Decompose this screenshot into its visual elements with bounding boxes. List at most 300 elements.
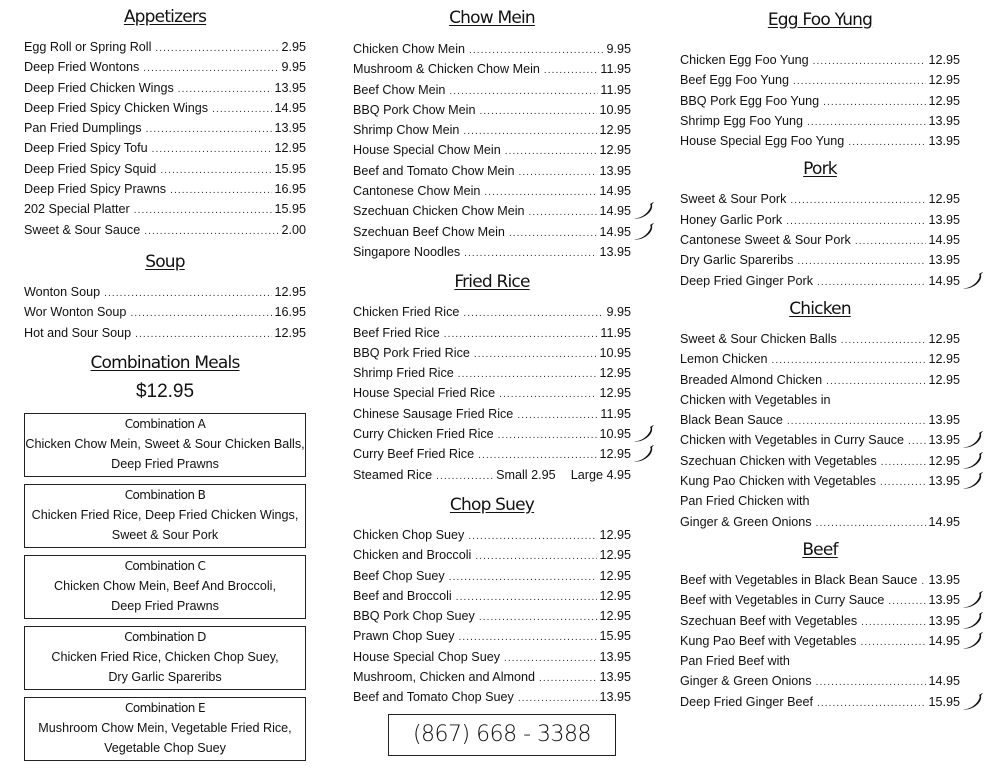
dot-leader <box>469 41 604 61</box>
item-name: Chicken Egg Foo Yung <box>680 53 809 67</box>
item-price: 12.95 <box>599 143 631 158</box>
combination-list <box>24 413 306 761</box>
combination-line-2: Deep Fried Prawns <box>111 456 219 471</box>
item-price: 13.95 <box>274 121 306 136</box>
combination-box <box>24 484 306 548</box>
item-price: 2.00 <box>281 222 306 237</box>
menu-item <box>680 651 960 671</box>
item-price: 13.95 <box>599 163 631 178</box>
dot-leader <box>539 669 597 689</box>
chili-pepper-icon <box>633 445 655 463</box>
dot-leader <box>921 572 926 592</box>
item-name: Chicken Chow Mein <box>353 42 465 56</box>
item-price: 9.95 <box>606 305 631 320</box>
item-name: BBQ Pork Fried Rice <box>353 345 470 360</box>
menu-item <box>24 159 306 179</box>
dot-leader <box>152 140 273 160</box>
item-name: Deep Fried Ginger Pork <box>680 273 813 288</box>
item-name: Shrimp Egg Foo Yung <box>680 113 803 128</box>
menu-item <box>680 590 960 610</box>
dot-leader <box>817 273 926 293</box>
menu-item <box>353 545 631 565</box>
item-name: BBQ Pork Egg Foo Yung <box>680 93 820 108</box>
combination-box <box>24 697 306 761</box>
item-name: Pan Fried Chicken with <box>680 494 810 509</box>
item-name: Cantonese Chow Mein <box>353 184 481 199</box>
item-name: 202 Special Platter <box>24 202 130 217</box>
menu-item <box>680 349 960 369</box>
menu-item <box>24 57 306 77</box>
item-price: 12.95 <box>928 331 960 346</box>
combination-line-1: Mushroom Chow Mein, Vegetable Fried Rice, <box>38 720 292 735</box>
item-name: Wonton Soup <box>24 284 101 299</box>
dot-leader <box>816 673 927 693</box>
item-name: Ginger & Green Onions <box>680 514 812 529</box>
dot-leader <box>444 325 599 345</box>
item-price: 12.95 <box>599 123 631 138</box>
menu-item <box>353 343 631 363</box>
section-title-combination-meals: Combination Meals <box>90 352 240 373</box>
chili-pepper-icon <box>962 693 984 711</box>
item-name: Beef Chop Suey <box>353 568 445 583</box>
combination-box <box>24 555 306 619</box>
section-title-chicken: Chicken <box>789 298 851 319</box>
item-price: 11.95 <box>600 406 631 421</box>
item-name: Szechuan Beef with Vegetables <box>680 613 858 628</box>
item-name: Honey Garlic Pork <box>680 212 783 227</box>
item-name: Kung Pao Chicken with Vegetables <box>680 474 877 489</box>
item-name: Sweet & Sour Sauce <box>24 222 141 237</box>
menu-item <box>680 430 960 450</box>
chili-pepper-icon <box>962 272 984 290</box>
dot-leader <box>134 201 273 221</box>
item-name: Chicken with Vegetables in <box>680 392 831 407</box>
menu-item <box>680 250 960 270</box>
section-title-chop-suey: Chop Suey <box>449 494 535 515</box>
item-price: 13.95 <box>928 613 960 628</box>
menu-item <box>680 671 960 691</box>
item-price: 14.95 <box>599 204 631 219</box>
item-name: Wor Wonton Soup <box>24 305 127 320</box>
chili-pepper-icon <box>962 431 984 449</box>
item-price: 14.95 <box>928 633 960 648</box>
phone-number[interactable]: (867) 668 - 3388 <box>388 714 616 756</box>
dot-leader <box>529 203 598 223</box>
menu-item <box>24 302 306 322</box>
dot-leader <box>479 102 597 122</box>
combination-line-1: Chicken Fried Rice, Deep Fried Chicken Wings, <box>31 507 299 522</box>
item-price: 12.95 <box>599 568 631 583</box>
combination-title: Combination C <box>124 558 206 573</box>
dot-leader <box>463 122 597 142</box>
item-price: 15.95 <box>928 694 960 709</box>
menu-column-right <box>680 0 960 712</box>
menu-item <box>680 271 960 291</box>
item-price: 14.95 <box>928 514 960 529</box>
item-name: House Special Egg Foo Yung <box>680 134 845 149</box>
menu-item <box>353 302 631 322</box>
item-name: Beef Chow Mein <box>353 82 446 97</box>
menu-item <box>353 39 631 59</box>
dot-leader <box>456 588 598 608</box>
menu-item <box>680 91 960 111</box>
dot-leader <box>861 613 926 633</box>
item-price: 13.95 <box>928 212 960 227</box>
menu-item <box>353 606 631 626</box>
combination-title: Combination E <box>125 700 205 715</box>
dot-leader <box>813 52 927 72</box>
menu-item <box>680 692 960 712</box>
menu-item <box>353 404 631 424</box>
combination-line-1: Chicken Chow Mein, Sweet & Sour Chicken Balls, <box>25 436 305 451</box>
menu-item <box>680 512 960 532</box>
dot-leader <box>509 224 598 244</box>
menu-item <box>353 120 631 140</box>
dot-leader <box>841 331 927 351</box>
item-price: 16.95 <box>274 305 306 320</box>
dot-leader <box>860 633 926 653</box>
item-name: Chicken with Vegetables in Curry Sauce <box>680 433 905 448</box>
menu-item-steamed-rice <box>353 465 631 485</box>
item-name: Cantonese Sweet & Sour Pork <box>680 233 851 248</box>
combination-title: Combination D <box>124 629 206 644</box>
item-price: 13.95 <box>274 80 306 95</box>
item-price: 10.95 <box>599 427 631 442</box>
dot-leader <box>463 304 604 324</box>
item-price: 13.95 <box>928 433 960 448</box>
dot-leader <box>826 372 926 392</box>
item-name: Deep Fried Spicy Chicken Wings <box>24 100 209 115</box>
item-price: 14.95 <box>599 224 631 239</box>
dot-leader <box>881 453 927 473</box>
item-name: Chinese Sausage Fried Rice <box>353 406 514 421</box>
menu-item <box>353 323 631 343</box>
menu-item <box>353 363 631 383</box>
item-name: Hot and Sour Soup <box>24 325 132 340</box>
menu-item <box>24 282 306 302</box>
dot-leader <box>504 649 597 669</box>
item-price-small: Small 2.95 <box>496 467 556 482</box>
item-name: Chicken and Broccoli <box>353 548 472 563</box>
menu-item <box>680 471 960 491</box>
section-title-fried-rice: Fried Rice <box>454 272 530 293</box>
menu-item <box>353 201 631 221</box>
item-price: 13.95 <box>928 253 960 268</box>
item-price: 12.95 <box>928 93 960 108</box>
item-name: Pan Fried Dumplings <box>24 121 142 136</box>
dot-leader <box>449 568 598 588</box>
item-price: 13.95 <box>599 690 631 705</box>
item-name: Sweet & Sour Chicken Balls <box>680 331 837 346</box>
combination-line-2: Dry Garlic Spareribs <box>108 669 222 684</box>
menu-item <box>353 444 631 464</box>
item-price: 14.95 <box>928 233 960 248</box>
menu-item <box>680 570 960 590</box>
item-name: Szechuan Chicken with Vegetables <box>680 453 877 468</box>
menu-item <box>353 181 631 201</box>
chili-pepper-icon <box>633 425 655 443</box>
beef-list <box>680 570 960 712</box>
menu-item <box>353 222 631 242</box>
menu-item <box>680 491 960 511</box>
item-price: 16.95 <box>274 182 306 197</box>
dot-leader <box>436 467 494 487</box>
section-title-pork: Pork <box>803 159 837 180</box>
dot-leader <box>790 191 926 211</box>
combination-box <box>24 413 306 477</box>
item-name: Shrimp Chow Mein <box>353 123 460 138</box>
dot-leader <box>130 304 272 324</box>
menu-item <box>353 383 631 403</box>
menu-item <box>353 687 631 707</box>
item-name: House Special Fried Rice <box>353 386 496 401</box>
item-price: 10.95 <box>599 345 631 360</box>
item-name: House Special Chop Suey <box>353 649 501 664</box>
dot-leader <box>155 39 279 59</box>
menu-item <box>353 586 631 606</box>
item-name: Dry Garlic Spareribs <box>680 253 794 268</box>
menu-item <box>353 424 631 444</box>
item-name: Steamed Rice <box>353 467 433 482</box>
dot-leader <box>855 232 927 252</box>
item-price: 13.95 <box>599 649 631 664</box>
item-price: 10.95 <box>599 102 631 117</box>
menu-item <box>353 667 631 687</box>
dot-leader <box>479 608 598 628</box>
menu-item <box>680 611 960 631</box>
dot-leader <box>499 385 597 405</box>
dot-leader <box>178 80 273 100</box>
item-name: Mushroom, Chicken and Almond <box>353 670 536 685</box>
item-price: 14.95 <box>928 273 960 288</box>
menu-item <box>353 647 631 667</box>
dot-leader <box>449 82 598 102</box>
item-name: Prawn Chop Suey <box>353 629 455 644</box>
dot-leader <box>474 345 598 365</box>
item-name: Deep Fried Wontons <box>24 60 140 75</box>
item-price: 12.95 <box>274 141 306 156</box>
item-price: 12.95 <box>599 447 631 462</box>
item-price: 15.95 <box>274 202 306 217</box>
menu-item <box>24 323 306 343</box>
item-name: Black Bean Sauce <box>680 413 783 428</box>
item-price: 9.95 <box>606 42 631 56</box>
dot-leader <box>888 592 926 612</box>
item-name: Lemon Chicken <box>680 352 768 367</box>
item-price-large: Large 4.95 <box>570 467 631 482</box>
item-price: 12.95 <box>599 609 631 624</box>
menu-item <box>353 140 631 160</box>
item-price: 15.95 <box>274 161 306 176</box>
item-name: Deep Fried Spicy Tofu <box>24 141 148 156</box>
item-price: 11.95 <box>600 325 631 340</box>
dot-leader <box>104 284 272 304</box>
combination-title: Combination A <box>124 416 206 431</box>
menu-item <box>680 189 960 209</box>
item-name: Beef Egg Foo Yung <box>680 73 790 88</box>
dot-leader <box>146 120 273 140</box>
dot-leader <box>212 100 272 120</box>
dot-leader <box>786 212 926 232</box>
chili-pepper-icon <box>962 472 984 490</box>
combination-line-2: Deep Fried Prawns <box>111 598 219 613</box>
item-name: Kung Pao Beef with Vegetables <box>680 633 857 648</box>
item-price: 14.95 <box>928 674 960 689</box>
item-name: Curry Chicken Fried Rice <box>353 427 494 442</box>
dot-leader <box>908 432 926 452</box>
menu-item <box>353 59 631 79</box>
dot-leader <box>170 181 272 201</box>
menu-item <box>24 98 306 118</box>
menu-item <box>680 50 960 70</box>
item-price: 12.95 <box>928 453 960 468</box>
menu-item <box>680 329 960 349</box>
dot-leader <box>143 59 279 79</box>
section-title-beef: Beef <box>802 539 838 560</box>
combination-price: $12.95 <box>135 380 195 402</box>
item-price: 11.95 <box>600 82 631 97</box>
item-price: 12.95 <box>599 527 631 542</box>
menu-item <box>680 230 960 250</box>
combination-line-2: Sweet & Sour Pork <box>111 527 219 542</box>
item-name: Shrimp Fried Rice <box>353 366 454 381</box>
menu-column-left <box>24 0 306 768</box>
dot-leader <box>478 446 597 466</box>
fried-rice-list <box>353 302 631 464</box>
item-name: Beef and Tomato Chow Mein <box>353 163 515 178</box>
menu-column-middle <box>353 0 631 708</box>
item-name: Singapore Noodles <box>353 244 461 259</box>
combination-box <box>24 626 306 690</box>
item-name: Deep Fried Ginger Beef <box>680 694 814 709</box>
menu-item <box>24 179 306 199</box>
item-name: Egg Roll or Spring Roll <box>24 40 152 54</box>
dot-leader <box>816 514 927 534</box>
item-name: Breaded Almond Chicken <box>680 372 823 387</box>
menu-item <box>24 199 306 219</box>
chili-pepper-icon <box>962 632 984 650</box>
dot-leader <box>807 113 926 133</box>
section-title-egg-foo-yung: Egg Foo Yung <box>767 10 873 30</box>
item-name: Pan Fried Beef with <box>680 654 790 669</box>
item-name: Beef Fried Rice <box>353 325 440 340</box>
item-price: 12.95 <box>928 53 960 67</box>
dot-leader <box>817 694 926 714</box>
pork-list <box>680 189 960 290</box>
section-title-soup: Soup <box>145 251 185 272</box>
dot-leader <box>518 163 597 183</box>
dot-leader <box>518 689 598 709</box>
menu-item <box>680 70 960 90</box>
dot-leader <box>135 325 272 345</box>
dot-leader <box>468 527 597 547</box>
dot-leader <box>464 244 597 264</box>
dot-leader <box>459 628 598 648</box>
chili-pepper-icon <box>962 452 984 470</box>
item-name: Ginger & Green Onions <box>680 674 812 689</box>
menu-item <box>680 370 960 390</box>
item-name: BBQ Pork Chow Mein <box>353 102 476 117</box>
item-name: Chicken Chop Suey <box>353 527 465 542</box>
item-price: 11.95 <box>600 62 631 77</box>
dot-leader <box>544 61 599 81</box>
dot-leader <box>144 222 279 242</box>
item-price: 12.95 <box>928 73 960 88</box>
dot-leader <box>823 93 926 113</box>
menu-item <box>353 242 631 262</box>
chili-pepper-icon <box>962 612 984 630</box>
menu-item <box>680 451 960 471</box>
item-name: Beef with Vegetables in Curry Sauce <box>680 593 885 608</box>
dot-leader <box>475 547 597 567</box>
item-price: 12.95 <box>599 386 631 401</box>
menu-item <box>680 410 960 430</box>
combination-title: Combination B <box>124 487 206 502</box>
dot-leader <box>797 252 926 272</box>
item-name: Deep Fried Spicy Prawns <box>24 182 167 197</box>
item-price: 13.95 <box>928 572 960 587</box>
menu-item <box>353 80 631 100</box>
dot-leader <box>484 183 597 203</box>
item-price: 13.95 <box>599 244 631 259</box>
menu-item <box>680 111 960 131</box>
dot-leader <box>787 412 927 432</box>
dot-leader <box>772 351 927 371</box>
combination-line-1: Chicken Fried Rice, Chicken Chop Suey, <box>51 649 279 664</box>
menu-item <box>353 161 631 181</box>
item-price: 12.95 <box>599 366 631 381</box>
menu-item <box>353 525 631 545</box>
item-name: Beef and Broccoli <box>353 588 452 603</box>
chop-suey-list <box>353 525 631 708</box>
dot-leader <box>880 473 926 493</box>
menu-item <box>353 566 631 586</box>
dot-leader <box>517 406 598 426</box>
item-name: Sweet & Sour Pork <box>680 192 787 207</box>
item-price: 13.95 <box>928 474 960 489</box>
section-title-chow-mein: Chow Mein <box>449 8 535 28</box>
chili-pepper-icon <box>633 202 655 220</box>
item-name: Curry Beef Fried Rice <box>353 447 475 462</box>
menu-item <box>353 626 631 646</box>
item-price: 9.95 <box>281 60 306 75</box>
dot-leader <box>848 133 926 153</box>
menu-item <box>680 210 960 230</box>
item-price: 13.95 <box>928 113 960 128</box>
menu-item <box>24 37 306 57</box>
item-name: Mushroom & Chicken Chow Mein <box>353 62 540 77</box>
item-price: 14.95 <box>599 184 631 199</box>
item-name: Deep Fried Chicken Wings <box>24 80 174 95</box>
item-price: 2.95 <box>281 40 306 54</box>
item-price: 12.95 <box>274 325 306 340</box>
item-price: 13.95 <box>928 413 960 428</box>
item-price: 12.95 <box>599 548 631 563</box>
item-name: Beef and Tomato Chop Suey <box>353 690 514 705</box>
item-price: 14.95 <box>274 100 306 115</box>
soup-list <box>24 282 306 343</box>
dot-leader <box>498 426 598 446</box>
section-title-appetizers: Appetizers <box>123 7 207 27</box>
chili-pepper-icon <box>633 223 655 241</box>
dot-leader <box>505 142 598 162</box>
appetizers-list <box>24 37 306 240</box>
menu-item <box>680 390 960 410</box>
menu-item <box>24 118 306 138</box>
chicken-list <box>680 329 960 532</box>
combination-line-1: Chicken Chow Mein, Beef And Broccoli, <box>54 578 276 593</box>
item-name: BBQ Pork Chop Suey <box>353 609 475 624</box>
